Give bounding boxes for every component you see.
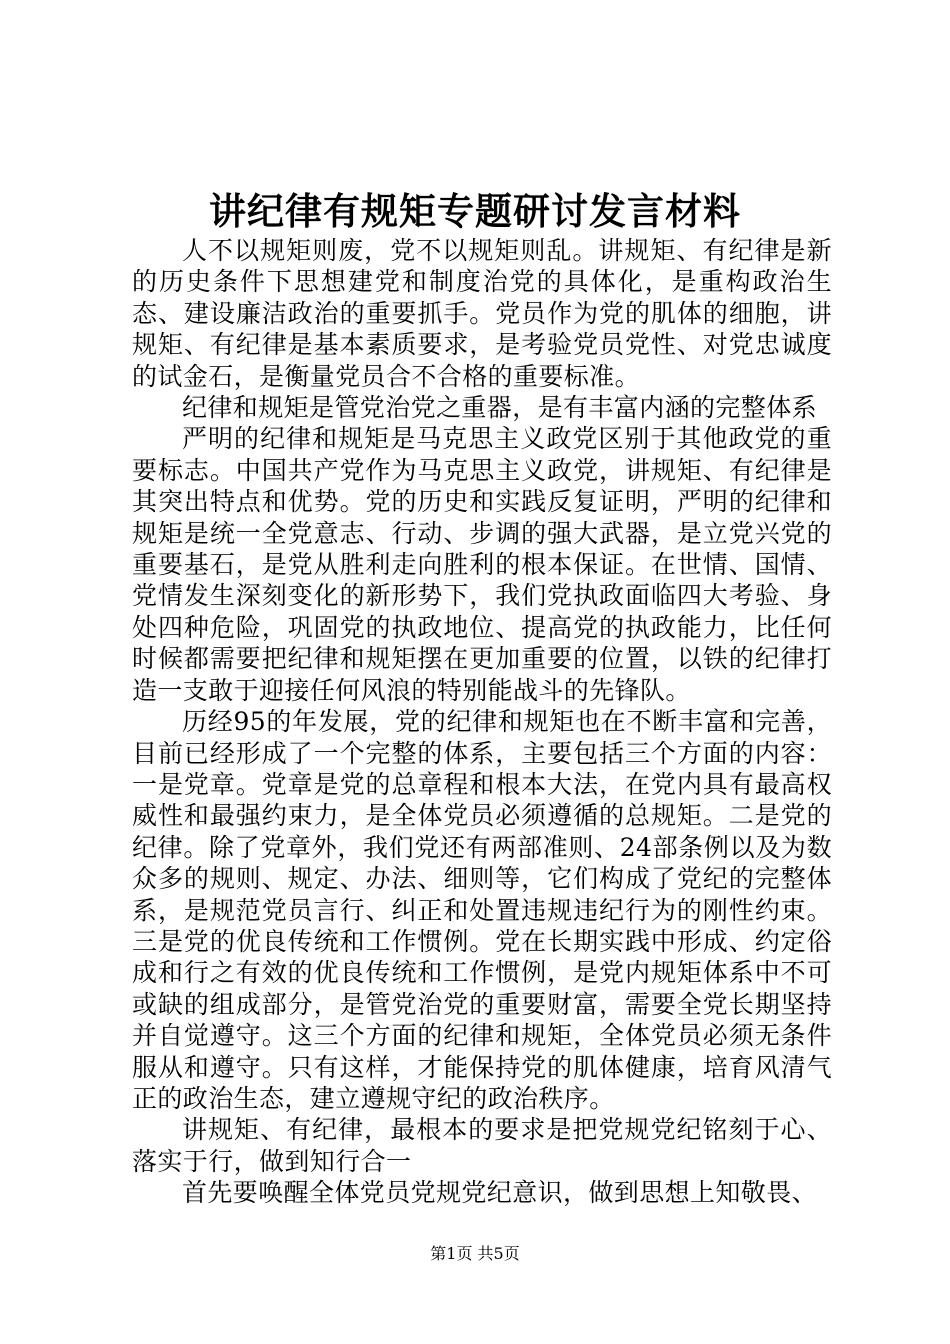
paragraph: 历经95的年发展，党的纪律和规矩也在不断丰富和完善，目前已经形成了一个完整的体系，主要包括三个方面的内容：一是党章。党章是党的总章程和根本大法，在党内具有最高权威性和最强约束力，是全体党员必须遵循的总规矩。二是党的纪律。除了党章外，我们党还有两部准则、24部条例以及为数众多的规则、规定、办法、细则等，它们构成了党纪的完整体系，是规范党员言行、纠正和处置违规违纪行为的刚性约束。三是党的优良传统和工作惯例。党在长期实践中形成、约定俗成和行之有效的优良传统和工作惯例，是党内规矩体系中不可或缺的组成部分，是管党治党的重要财富，需要全党长期坚持并自觉遵守。这三个方面的纪律和规矩，全体党员必须无条件服从和遵守。只有这样，才能保持党的肌体健康，培育风清气正的政治生态，建立遵规守纪的政治秩序。 (132, 707, 832, 1113)
paragraph: 严明的纪律和规矩是马克思主义政党区别于其他政党的重要标志。中国共产党作为马克思主义政党，讲规矩、有纪律是其突出特点和优势。党的历史和实践反复证明，严明的纪律和规矩是统一全党意志、行动、步调的强大武器，是立党兴党的重要基石，是党从胜利走向胜利的根本保证。在世情、国情、党情发生深刻变化的新形势下，我们党执政面临四大考验、身处四种危险，巩固党的执政地位、提高党的执政能力，比任何时候都需要把纪律和规矩摆在更加重要的位置，以铁的纪律打造一支敢于迎接任何风浪的特别能战斗的先锋队。 (132, 424, 832, 705)
document-body (132, 235, 832, 1209)
section-heading: 讲规矩、有纪律，最根本的要求是把党规党纪铭刻于心、落实于行，做到知行合一 (132, 1115, 832, 1176)
page-footer: 第1页 共5页 (430, 1244, 520, 1263)
paragraph: 首先要唤醒全体党员党规党纪意识，做到思想上知敬畏、 (182, 1178, 818, 1208)
paragraph: 人不以规矩则废，党不以规矩则乱。讲规矩、有纪律是新的历史条件下思想建党和制度治党的具体化，是重构政治生态、建设廉洁政治的重要抓手。党员作为党的肌体的细胞，讲规矩、有纪律是基本素质要求，是考验党员党性、对党忠诚度的试金石，是衡量党员合不合格的重要标准。 (132, 236, 832, 391)
section-heading: 纪律和规矩是管党治党之重器，是有丰富内涵的完整体系 (182, 393, 818, 423)
document-title: 讲纪律有规矩专题研讨发言材料 (209, 189, 741, 233)
